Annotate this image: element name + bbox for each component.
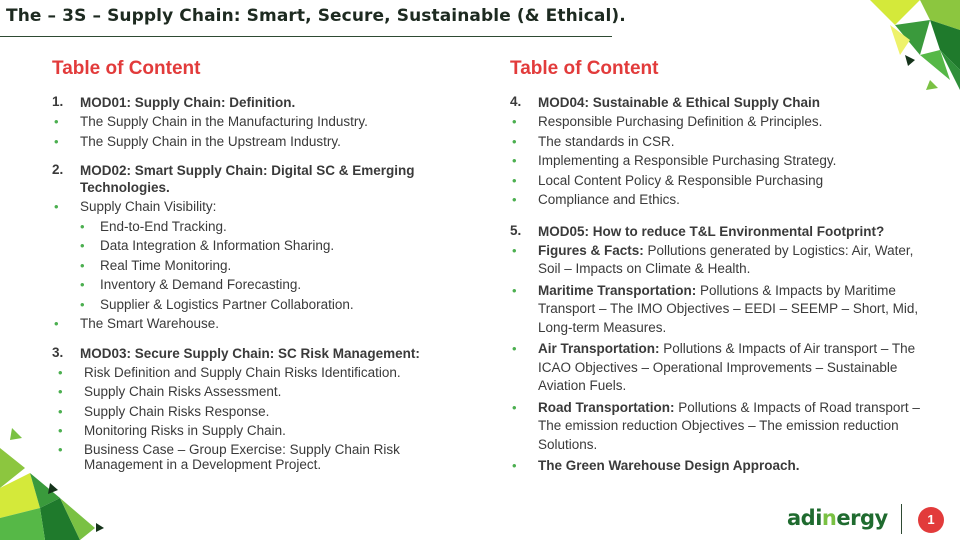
list-item: • Compliance and Ethics.: [510, 191, 930, 209]
section-number: 3.: [52, 344, 64, 360]
list-item: • Responsible Purchasing Definition & Principles.: [510, 113, 930, 131]
list-item: [510, 340, 930, 396]
logo-text-start: adi: [787, 506, 822, 530]
item-text: Pollutions generated by Logistics: Air, Water, Soil – Impacts on Climate & Health.: [538, 242, 914, 276]
list-item: [52, 198, 472, 313]
item-lead: The Green Warehouse Design Approach.: [538, 458, 800, 473]
section-number: 2.: [52, 162, 64, 177]
list-item: [510, 282, 930, 338]
sub-list-item: • Supplier & Logistics Partner Collaboration.: [80, 296, 472, 314]
section-title: MOD03: Secure Supply Chain: SC Risk Management:: [80, 345, 420, 361]
list-item: • The Supply Chain in the Upstream Industry.: [52, 133, 472, 151]
toc-section-mod03: [52, 345, 472, 472]
section-number: 5.: [510, 222, 522, 238]
sub-list-item: • Inventory & Demand Forecasting.: [80, 276, 472, 294]
section-title: MOD01: Supply Chain: Definition.: [80, 95, 296, 110]
toc-section-mod05: [510, 223, 930, 476]
list-item: [510, 399, 930, 455]
slide-title: The – 3S – Supply Chain: Smart, Secure, Sustainable (& Ethical).: [6, 6, 626, 26]
list-item: • Monitoring Risks in Supply Chain.: [56, 422, 472, 440]
item-lead: Figures & Facts:: [538, 242, 644, 258]
item-text: Pollutions & Impacts of Air transport – The ICAO Objectives – Operational Improvements – Sustainable Aviation Fuels.: [538, 341, 916, 393]
section-number: 1.: [52, 94, 64, 109]
list-item: [510, 242, 930, 279]
list-item: • Local Content Policy & Responsible Purchasing: [510, 172, 930, 190]
section-title: MOD05: How to reduce T&L Environmental Footprint?: [538, 223, 885, 239]
toc-left-column: [52, 58, 472, 484]
list-item: • Implementing a Responsible Purchasing Strategy.: [510, 152, 930, 170]
toc-section-mod04: [510, 94, 930, 209]
item-lead: Air Transportation:: [538, 341, 660, 356]
list-item-label: Supply Chain Visibility:: [80, 199, 217, 214]
list-item: • The Smart Warehouse.: [52, 315, 472, 333]
section-title: MOD04: Sustainable & Ethical Supply Chain: [538, 95, 821, 110]
page-number-badge: 1: [918, 507, 944, 533]
list-item: • Supply Chain Risks Assessment.: [56, 383, 472, 401]
item-lead: Maritime Transportation:: [538, 282, 697, 298]
title-underline: [0, 36, 612, 37]
toc-section-mod02: [52, 162, 472, 333]
sub-list-item: • Real Time Monitoring.: [80, 257, 472, 275]
list-item: • Risk Definition and Supply Chain Risks Identification.: [56, 364, 472, 382]
list-item: • Business Case – Group Exercise: Supply Chain Risk Management in a Development Project.: [56, 442, 472, 472]
item-text: Pollutions & Impacts of Road transport – The emission reduction Objectives – The emission reduction Solutions.: [538, 399, 920, 452]
list-item: [510, 457, 930, 476]
list-item: • The Supply Chain in the Manufacturing Industry.: [52, 113, 472, 131]
section-number: 4.: [510, 94, 522, 109]
footer-divider: [901, 504, 902, 534]
list-item: • The standards in CSR.: [510, 133, 930, 151]
list-item: • Supply Chain Risks Response.: [56, 403, 472, 421]
toc-title-left: Table of Content: [52, 58, 201, 79]
section-title: MOD02: Smart Supply Chain: Digital SC & Emerging Technologies.: [80, 163, 415, 195]
toc-section-mod01: [52, 94, 472, 150]
sub-list-item: • End-to-End Tracking.: [80, 218, 472, 236]
adinergy-logo: [787, 506, 888, 530]
item-lead: Road Transportation:: [538, 399, 675, 415]
toc-title-right: Table of Content: [510, 58, 659, 79]
logo-text-accent: n: [821, 506, 837, 530]
logo-text-end: ergy: [836, 506, 888, 530]
sub-list-item: • Data Integration & Information Sharing.: [80, 237, 472, 255]
item-text: Pollutions & Impacts by Maritime Transport – The IMO Objectives – EEDI – SEEMP – Short, Mid, Long-term Measures.: [538, 282, 919, 335]
toc-right-column: [510, 58, 930, 488]
